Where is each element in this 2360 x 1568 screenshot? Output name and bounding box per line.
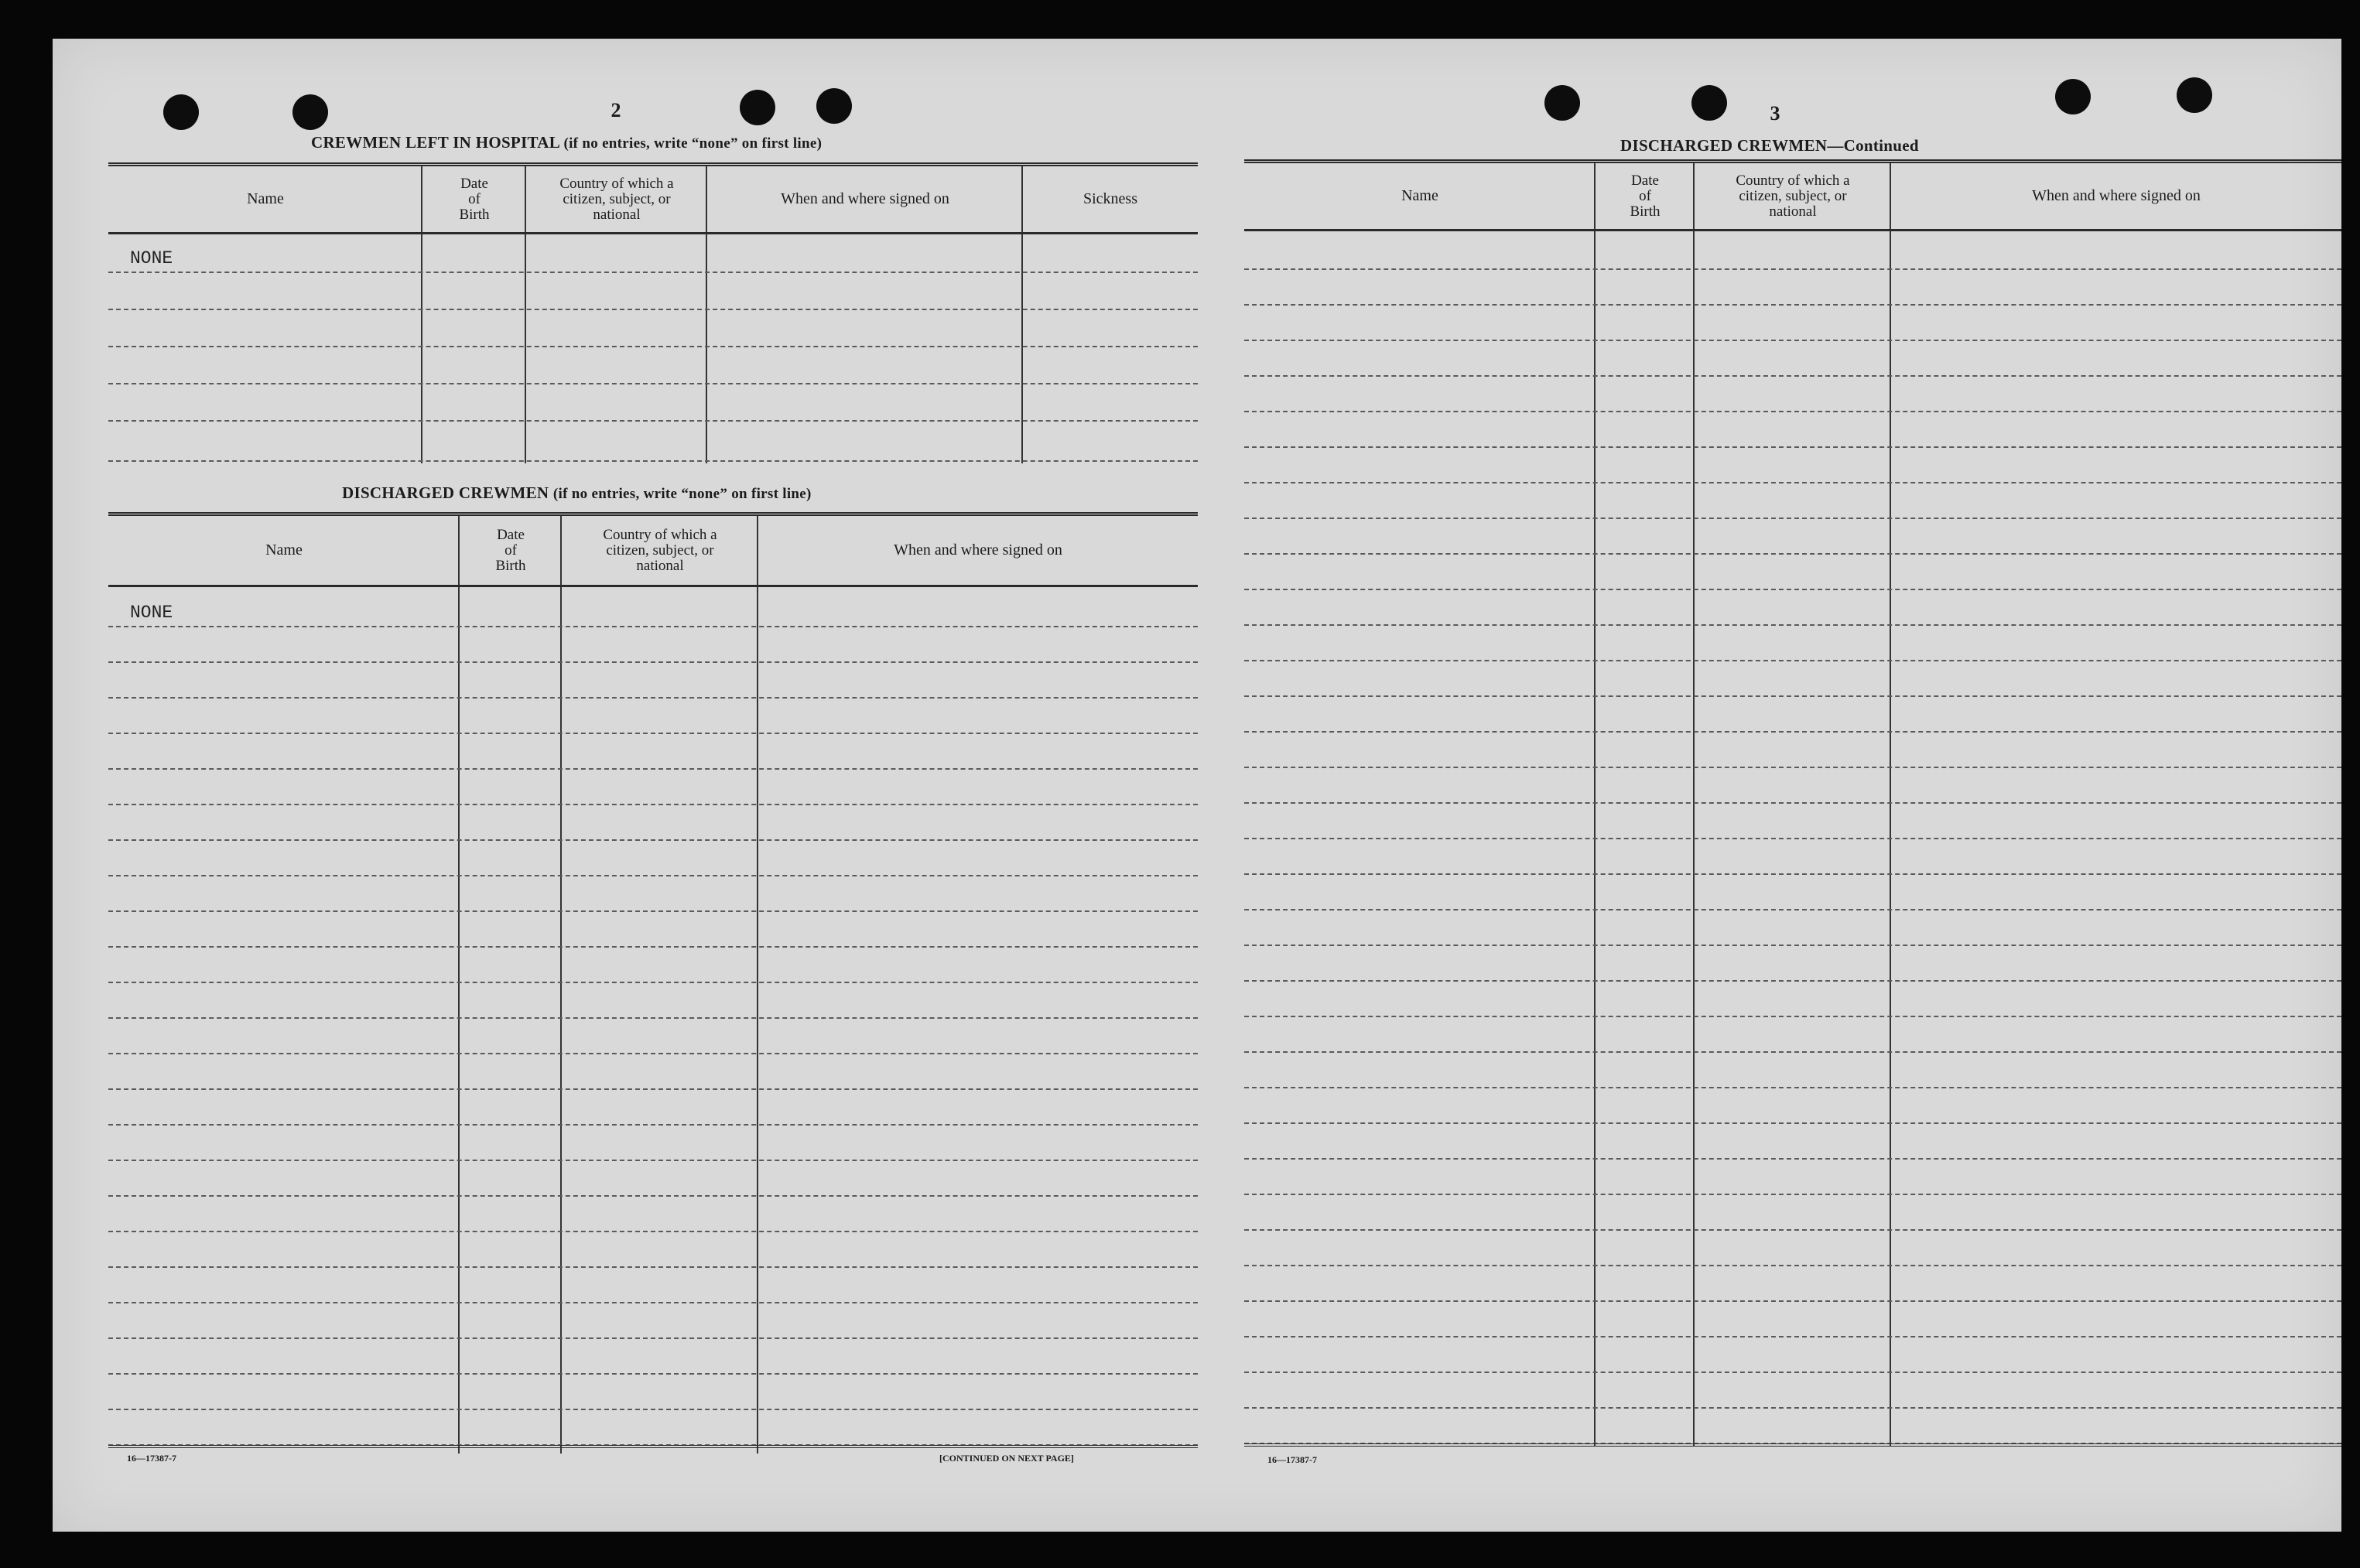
table-row bbox=[1244, 839, 2341, 875]
table-row bbox=[108, 876, 1198, 912]
table-row bbox=[108, 310, 1198, 347]
table-row bbox=[108, 1161, 1198, 1197]
right-page bbox=[1244, 39, 2341, 1532]
table-row bbox=[108, 699, 1198, 734]
table-row bbox=[1244, 1053, 2341, 1088]
table-row bbox=[1244, 1160, 2341, 1195]
discharged-instruction: (if no entries, write “none” on first line) bbox=[552, 486, 812, 502]
table-row bbox=[1244, 1124, 2341, 1160]
discharged-section-title bbox=[342, 483, 812, 503]
table-row bbox=[1244, 982, 2341, 1017]
table-row bbox=[108, 1019, 1198, 1054]
discharged-continued-body bbox=[1244, 231, 2341, 1446]
table-row bbox=[1244, 590, 2341, 626]
table-row bbox=[108, 384, 1198, 422]
col-country-header: Country of which a citizen, subject, or national bbox=[559, 175, 674, 223]
form-number: 16—17387-7 bbox=[127, 1453, 176, 1464]
bottom-rule bbox=[1244, 1443, 2341, 1447]
table-row bbox=[108, 841, 1198, 876]
table-row bbox=[1244, 270, 2341, 306]
table-row bbox=[1244, 1195, 2341, 1231]
hospital-first-entry: NONE bbox=[130, 248, 173, 268]
hospital-table-body bbox=[108, 234, 1198, 463]
continued-note: [CONTINUED ON NEXT PAGE] bbox=[939, 1453, 1074, 1464]
table-row bbox=[108, 273, 1198, 310]
table-row bbox=[1244, 1088, 2341, 1124]
discharged-continued-table bbox=[1244, 159, 2341, 1446]
table-row bbox=[108, 770, 1198, 805]
table-row bbox=[108, 1232, 1198, 1268]
table-row bbox=[108, 948, 1198, 983]
table-row bbox=[1244, 875, 2341, 910]
bottom-rule bbox=[108, 1445, 1198, 1448]
table-row bbox=[1244, 1409, 2341, 1444]
col-dob-header: Date of Birth bbox=[1630, 172, 1661, 220]
col-signed-header: When and where signed on bbox=[2032, 187, 2201, 204]
col-signed-header: When and where signed on bbox=[781, 190, 949, 207]
discharged-title: DISCHARGED CREWMEN bbox=[342, 483, 549, 502]
table-row bbox=[108, 663, 1198, 699]
table-row bbox=[108, 422, 1198, 462]
col-sickness-header: Sickness bbox=[1083, 190, 1137, 207]
table-row bbox=[1244, 412, 2341, 448]
table-row bbox=[1244, 626, 2341, 661]
table-row bbox=[1244, 661, 2341, 697]
col-signed-header: When and where signed on bbox=[894, 541, 1062, 559]
hospital-instruction: (if no entries, write “none” on first line) bbox=[563, 135, 823, 152]
table-row bbox=[1244, 1373, 2341, 1409]
form-number: 16—17387-7 bbox=[1267, 1454, 1317, 1465]
table-row bbox=[1244, 555, 2341, 590]
hospital-table bbox=[108, 162, 1198, 463]
hospital-table-header bbox=[108, 166, 1198, 234]
table-row bbox=[1244, 733, 2341, 768]
discharged-first-entry: NONE bbox=[130, 603, 173, 623]
table-row bbox=[1244, 306, 2341, 341]
table-row bbox=[1244, 1017, 2341, 1053]
table-row bbox=[1244, 804, 2341, 839]
table-row bbox=[108, 1197, 1198, 1232]
col-dob-header: Date of Birth bbox=[459, 175, 490, 223]
table-row bbox=[108, 1090, 1198, 1126]
table-row bbox=[1244, 377, 2341, 412]
table-row bbox=[1244, 910, 2341, 946]
col-name-header: Name bbox=[1401, 187, 1438, 204]
table-row bbox=[1244, 697, 2341, 733]
table-row bbox=[1244, 519, 2341, 555]
col-dob-header: Date of Birth bbox=[495, 526, 526, 574]
table-row bbox=[1244, 231, 2341, 270]
table-row bbox=[108, 234, 1198, 273]
table-row bbox=[108, 1054, 1198, 1090]
table-row bbox=[108, 734, 1198, 770]
col-country-header: Country of which a citizen, subject, or national bbox=[1736, 172, 1850, 220]
table-row bbox=[1244, 1337, 2341, 1373]
table-row bbox=[108, 1375, 1198, 1410]
document-paper bbox=[53, 39, 2341, 1532]
discharged-continued-title: DISCHARGED CREWMEN—Continued bbox=[1620, 136, 1919, 155]
table-row bbox=[108, 1126, 1198, 1161]
table-row bbox=[108, 627, 1198, 663]
table-row bbox=[1244, 768, 2341, 804]
discharged-table bbox=[108, 512, 1198, 1454]
table-row bbox=[108, 587, 1198, 627]
table-row bbox=[108, 1339, 1198, 1375]
col-name-header: Name bbox=[247, 190, 284, 207]
table-row bbox=[108, 983, 1198, 1019]
table-row bbox=[108, 805, 1198, 841]
hospital-title: CREWMEN LEFT IN HOSPITAL bbox=[311, 133, 559, 152]
table-row bbox=[108, 912, 1198, 948]
col-country-header: Country of which a citizen, subject, or national bbox=[603, 526, 717, 574]
table-row bbox=[108, 347, 1198, 384]
discharged-table-header bbox=[108, 516, 1198, 587]
page-number: 3 bbox=[1770, 102, 1780, 125]
discharged-continued-header bbox=[1244, 163, 2341, 231]
left-page bbox=[53, 39, 1190, 1532]
page-number: 2 bbox=[611, 99, 621, 121]
discharged-table-body bbox=[108, 587, 1198, 1454]
table-row bbox=[1244, 341, 2341, 377]
table-row bbox=[1244, 1266, 2341, 1302]
table-row bbox=[108, 1303, 1198, 1339]
table-row bbox=[108, 1410, 1198, 1446]
col-name-header: Name bbox=[265, 541, 303, 559]
hospital-section-title bbox=[311, 133, 822, 152]
table-row bbox=[108, 1268, 1198, 1303]
table-row bbox=[1244, 448, 2341, 483]
table-row bbox=[1244, 1231, 2341, 1266]
table-row bbox=[1244, 483, 2341, 519]
table-row bbox=[1244, 946, 2341, 982]
table-row bbox=[1244, 1302, 2341, 1337]
